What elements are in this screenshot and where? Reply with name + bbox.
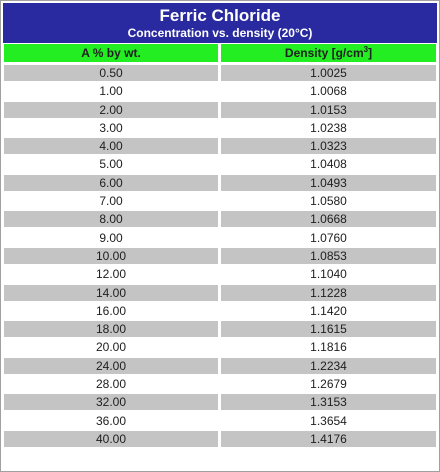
concentration-cell: 14.00: [4, 285, 218, 301]
table-row: [0, 394, 440, 412]
density-cell: 1.0408: [310, 157, 347, 172]
density-cell: 1.0153: [221, 102, 436, 118]
density-cell: 1.1615: [221, 321, 436, 337]
density-cell: 1.1420: [310, 303, 347, 318]
density-cell: 1.0238: [310, 120, 347, 135]
concentration-cell: 24.00: [4, 358, 218, 374]
concentration-cell: 20.00: [95, 340, 127, 355]
concentration-cell: 5.00: [99, 157, 123, 172]
table-row: [0, 230, 440, 248]
density-cell: 1.3654: [310, 413, 347, 428]
table-row: [0, 248, 440, 266]
density-cell: 1.4176: [221, 431, 436, 447]
density-cell: 1.2234: [221, 358, 436, 374]
concentration-cell: 12.00: [95, 267, 127, 282]
table-header: [3, 3, 437, 43]
density-cell: 1.1228: [221, 285, 436, 301]
table-row: [0, 285, 440, 303]
concentration-cell: 18.00: [4, 321, 218, 337]
density-cell: 1.1816: [310, 340, 347, 355]
table-row: [0, 193, 440, 211]
concentration-cell: 7.00: [99, 194, 123, 209]
table-row: [0, 138, 440, 156]
concentration-cell: 16.00: [95, 303, 127, 318]
concentration-cell: 8.00: [4, 211, 218, 227]
concentration-cell: 0.50: [4, 65, 218, 81]
concentration-cell: 36.00: [95, 413, 127, 428]
concentration-cell: 1.00: [99, 84, 123, 99]
table-row: [0, 156, 440, 174]
concentration-cell: 3.00: [99, 120, 123, 135]
density-cell: 1.0493: [221, 175, 436, 191]
density-cell: 1.0068: [310, 84, 347, 99]
table-row: [0, 376, 440, 394]
column-header-concentration: [4, 44, 218, 62]
table-row: [0, 211, 440, 229]
table-row: [0, 175, 440, 193]
table-subtitle: Concentration vs. density (20°C): [127, 26, 313, 40]
concentration-cell: 4.00: [4, 138, 218, 154]
table-row: [0, 321, 440, 339]
column-header-density-label: Density [g/cm: [284, 46, 364, 60]
column-header-density: [221, 44, 436, 62]
density-cell: 1.0760: [310, 230, 347, 245]
density-unit-superscript: 3: [363, 45, 369, 54]
table-row: [0, 120, 440, 138]
column-header-concentration-label: A % by wt.: [81, 46, 141, 60]
density-cell: 1.0025: [221, 65, 436, 81]
table-row: [0, 102, 440, 120]
table-row: [0, 303, 440, 321]
table-row: [0, 358, 440, 376]
density-cell: 1.0323: [221, 138, 436, 154]
density-cell: 1.1040: [310, 267, 347, 282]
concentration-cell: 6.00: [4, 175, 218, 191]
table-title: Ferric Chloride: [159, 6, 281, 25]
density-cell: 1.2679: [310, 377, 347, 392]
table-row: [0, 413, 440, 431]
concentration-cell: 2.00: [4, 102, 218, 118]
density-cell: 1.0580: [310, 194, 347, 209]
table-row: [0, 431, 440, 449]
table-body: [0, 65, 440, 449]
concentration-cell: 40.00: [4, 431, 218, 447]
concentration-cell: 32.00: [4, 394, 218, 410]
table-row: [0, 83, 440, 101]
density-cell: 1.0853: [221, 248, 436, 264]
table-row: [0, 266, 440, 284]
density-cell: 1.0668: [221, 211, 436, 227]
table-row: [0, 339, 440, 357]
table-row: [0, 65, 440, 83]
concentration-cell: 10.00: [4, 248, 218, 264]
concentration-cell: 28.00: [95, 377, 127, 392]
concentration-cell: 9.00: [99, 230, 123, 245]
column-header-density-label-end: ]: [368, 46, 373, 60]
density-cell: 1.3153: [221, 394, 436, 410]
